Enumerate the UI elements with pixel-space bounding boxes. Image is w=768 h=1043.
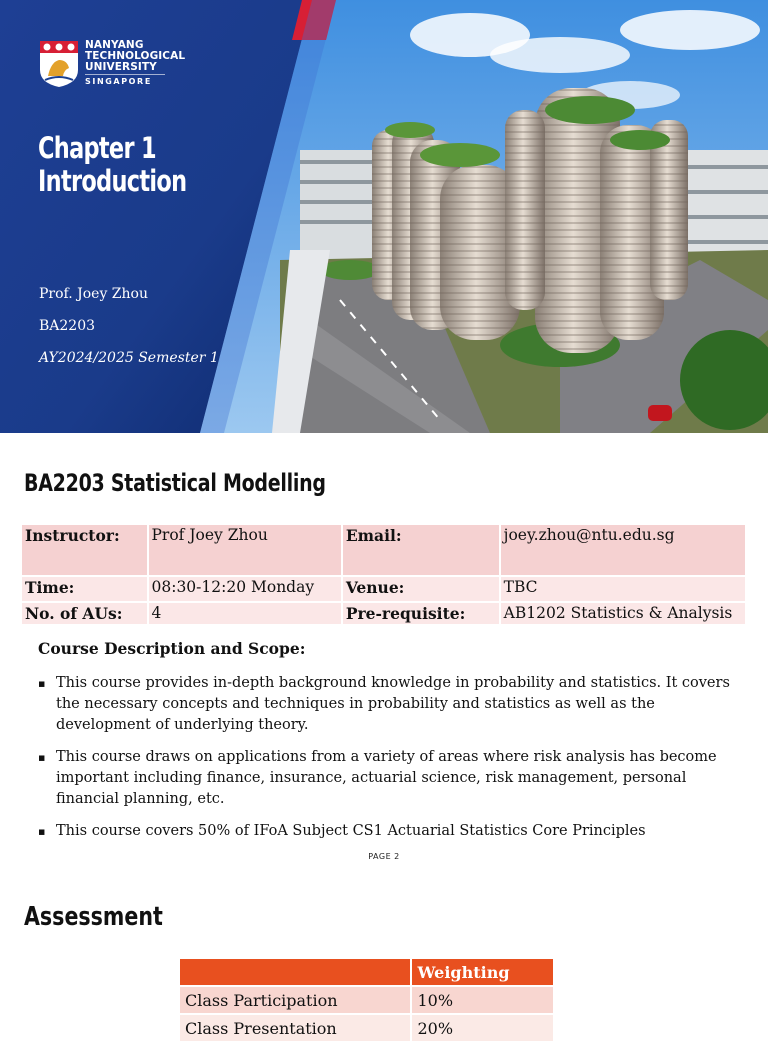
list-item <box>38 747 750 810</box>
chapter-name: Introduction <box>38 164 187 198</box>
course-title: BA2203 Statistical Modelling <box>24 469 326 497</box>
logo-line-3: UNIVERSITY <box>85 61 157 73</box>
page-number: PAGE 2 <box>368 852 400 861</box>
venue-label: Venue: <box>343 577 499 601</box>
bullet-icon: ▪ <box>38 751 46 764</box>
assessment-slide <box>0 874 768 1038</box>
weighting-cell: 10% <box>412 987 553 1013</box>
ntu-wordmark <box>85 40 185 87</box>
table-row <box>22 525 745 575</box>
logo-line-4: SINGAPORE <box>85 74 165 87</box>
assessment-title: Assessment <box>24 902 163 932</box>
aus-value: 4 <box>149 603 341 624</box>
time-label: Time: <box>22 577 147 601</box>
venue-value: TBC <box>501 577 745 601</box>
bullet-text: This course provides in-depth background knowledge in probability and statistics. It covers the necessary concepts and techniques in probability and statistics as well as the development of underlying theory. <box>56 675 730 733</box>
assessment-table <box>178 957 555 1043</box>
list-item <box>38 821 750 842</box>
ntu-crest-icon <box>39 40 79 88</box>
academic-year: AY2024/2025 Semester 1 <box>39 350 219 366</box>
list-item <box>38 673 750 736</box>
weighting-cell: 20% <box>412 1015 553 1041</box>
title-slide <box>0 0 768 433</box>
time-value: 08:30-12:20 Monday <box>149 577 341 601</box>
header-cell-weighting: Weighting <box>412 959 553 985</box>
component-cell: Class Participation <box>180 987 410 1013</box>
course-info-slide <box>0 433 768 874</box>
chapter-title <box>38 132 186 198</box>
description-heading: Course Description and Scope: <box>38 639 306 658</box>
bullet-icon: ▪ <box>38 825 46 838</box>
logo-line-2: TECHNOLOGICAL <box>85 50 186 62</box>
component-cell: Class Presentation <box>180 1015 410 1041</box>
table-row <box>22 603 745 624</box>
bullet-text: This course covers 50% of IFoA Subject CS1 Actuarial Statistics Core Principles <box>56 823 646 839</box>
course-code: BA2203 <box>39 318 96 334</box>
table-row <box>180 1015 553 1041</box>
table-row <box>22 577 745 601</box>
header-cell-component <box>180 959 410 985</box>
email-label: Email: <box>343 525 499 575</box>
instructor-value: Prof Joey Zhou <box>149 525 341 575</box>
bullet-text: This course draws on applications from a variety of areas where risk analysis has become important including finance, insurance, actuarial science, risk management, personal financial planning, etc. <box>56 749 717 807</box>
prereq-label: Pre-requisite: <box>343 603 499 624</box>
table-row <box>180 987 553 1013</box>
prereq-value: AB1202 Statistics & Analysis <box>501 603 745 624</box>
aus-label: No. of AUs: <box>22 603 147 624</box>
description-bullets <box>38 673 750 853</box>
bullet-icon: ▪ <box>38 677 46 690</box>
ntu-logo <box>39 40 189 92</box>
email-value[interactable]: joey.zhou@ntu.edu.sg <box>501 525 745 575</box>
logo-line-1: NANYANG <box>85 39 144 51</box>
course-info-table <box>20 523 747 626</box>
chapter-number: Chapter 1 <box>38 131 156 165</box>
table-header-row <box>180 959 553 985</box>
instructor-label: Instructor: <box>22 525 147 575</box>
professor-name: Prof. Joey Zhou <box>39 286 148 302</box>
